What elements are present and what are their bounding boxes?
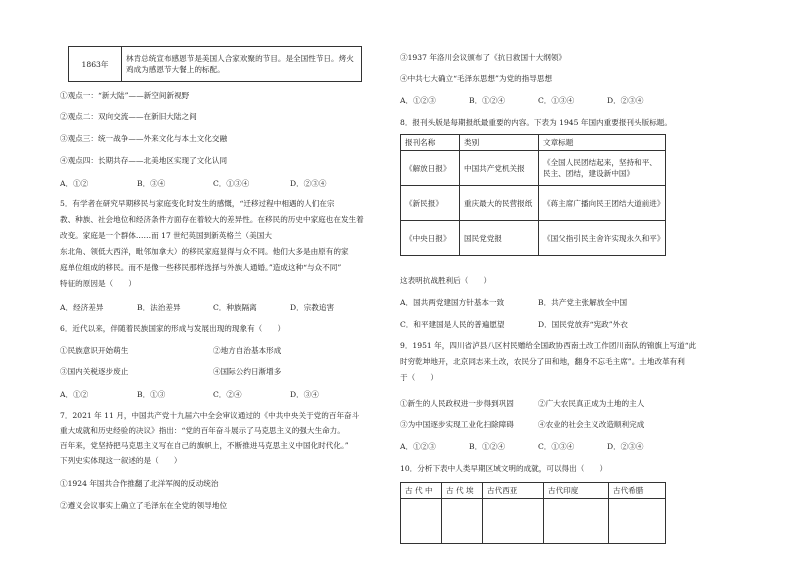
table-cell: 重庆最大的民营报纸 [460, 186, 539, 221]
q6-item-2: ②地方自治基本形成 [213, 346, 282, 355]
event-table [68, 46, 362, 82]
table-cell: 《蒋主席广播向民王团结大道前进》 [539, 186, 666, 221]
q8-option-c[interactable]: C．和平建国是人民的普遍愿望 [400, 320, 505, 329]
q9-line: 9．1951 年，四川省泸县八区村民赠给全国政协西南土改工作团川南队的锦旗上写道“此 [400, 341, 697, 350]
q6-item-3: ③国内关税逐步废止 [60, 367, 129, 376]
q4-point-3: ③观点三：统一战争——外来文化与本土文化交融 [60, 134, 228, 143]
table-header-cell: 古代印度 [544, 483, 609, 499]
newspaper-table [400, 134, 666, 256]
q5-line: 东北角、领低大西洋，毗邻加拿大）的移民家庭显得与众不同。他们大多是由原有的家 [60, 247, 349, 256]
table-header-cell: 报刊名称 [401, 135, 460, 151]
table-cell [442, 499, 483, 544]
table-header-cell: 文章标题 [539, 135, 666, 151]
q4-point-2: ②观点二：双向交流——在新旧大陆之间 [60, 112, 197, 121]
q10-stem: 10．分析下表中人类早期区域文明的成就，可以得出（ ） [400, 464, 608, 473]
q7-line: 重大成就和历史经验的决议》指出：“党的百年奋斗展示了马克思主义的强大生命力。 [60, 426, 345, 435]
q9-option-a[interactable]: A．①②③ [400, 442, 436, 451]
q4-point-1: ①观点一：“新大陆”——新空间新视野 [60, 91, 190, 100]
q6-option-a[interactable]: A．①② [60, 390, 89, 399]
q8-option-b[interactable]: B．共产党主张解放全中国 [538, 298, 628, 307]
table-header-cell: 古 代 中 [401, 483, 442, 499]
table-cell: 《新民报》 [401, 186, 460, 221]
table-row [401, 186, 666, 221]
q9-option-c[interactable]: C．①③④ [538, 442, 575, 451]
q9-item-1: ①新生的人民政权进一步得到巩固 [400, 399, 514, 408]
q7-line: 7．2021 年 11 月，中国共产党十九届六中全会审议通过的《中共中央关于党的百年奋斗 [60, 411, 360, 420]
q8-option-d[interactable]: D．国民党放弃“宪政”外衣 [538, 320, 628, 329]
q7-line: 百年来，党坚持把马克思主义写在自己的旗帜上，不断推进马克思主义中国化时代化。” [60, 441, 349, 450]
civilization-table [400, 482, 666, 544]
table-header-cell: 古 代 埃 [442, 483, 483, 499]
q9-option-d[interactable]: D．②③④ [607, 442, 644, 451]
q4-option-d[interactable]: D．②③④ [290, 179, 327, 188]
q7-option-b[interactable]: B．①②④ [469, 96, 505, 105]
q9-item-4: ④农业的社会主义改造顺利完成 [538, 420, 645, 429]
q5-line: 5．有学者在研究早期移民与家庭变化时发生的感慨，“迁移过程中相遇的人们在宗 [60, 199, 335, 208]
table-row [401, 499, 666, 544]
q7-item-4: ④中共七大确立“毛泽东思想”为党的指导思想 [400, 74, 553, 83]
q4-point-4: ④观点四：长期共存——北美地区实现了文化认同 [60, 156, 228, 165]
q6-option-b[interactable]: B．①③ [137, 390, 166, 399]
table-header-cell: 古代希腊 [609, 483, 666, 499]
q8-option-a[interactable]: A．国共两党建国方针基本一致 [400, 298, 505, 307]
event-year: 1863年 [69, 47, 122, 82]
q7-option-c[interactable]: C．①③④ [538, 96, 575, 105]
table-cell [609, 499, 666, 544]
table-cell: 《中央日报》 [401, 221, 460, 256]
table-row [401, 151, 666, 186]
q7-item-2: ②遵义会议事实上确立了毛泽东在全党的领导地位 [60, 501, 228, 510]
q5-line: 改变。家庭是一个群体……而 17 世纪英国到新英格兰（美国大 [60, 231, 272, 240]
table-cell [483, 499, 544, 544]
table-cell: 中国共产党机关报 [460, 151, 539, 186]
q5-option-d[interactable]: D．宗教追害 [290, 303, 335, 312]
q4-option-a[interactable]: A．①② [60, 179, 89, 188]
q8-stem: 8．报刊头版是每期报纸最重要的内容。下表为 1945 年国内重要报刊头版标题。 [400, 118, 672, 127]
table-header-cell: 古代西亚 [483, 483, 544, 499]
q7-item-1: ①1924 年国共合作推翻了北洋军阀的反动统治 [60, 479, 219, 488]
table-row [401, 221, 666, 256]
table-cell [401, 499, 442, 544]
table-cell [544, 499, 609, 544]
q7-option-d[interactable]: D．②③④ [607, 96, 644, 105]
event-description: 林肯总统宣布感恩节是美国人合家欢聚的节目。是全国性节日。烤火鸡成为感恩节大餐上的标配。 [122, 47, 362, 82]
table-cell: 《解放日报》 [401, 151, 460, 186]
q5-line: 教、种族、社会地位和经济条件方面存在着较大的差异性。在移民的历史中家庭也在发生着 [60, 215, 364, 224]
table-cell: 《国父指引民主舍许实现永久和平》 [539, 221, 666, 256]
q5-line: 庭单位组成的移民。而不是像一些移民那样选择与外族人通婚。”造成这种“与众不同” [60, 263, 342, 272]
q8-conclusion: 这表明抗战胜利后（ ） [400, 276, 492, 285]
q5-option-c[interactable]: C．种族隔离 [213, 303, 257, 312]
table-header-row [401, 483, 666, 499]
q5-option-a[interactable]: A．经济差异 [60, 303, 104, 312]
q7-option-a[interactable]: A．①②③ [400, 96, 436, 105]
q6-option-d[interactable]: D．③④ [290, 390, 319, 399]
q4-option-b[interactable]: B．③④ [137, 179, 166, 188]
table-header-cell: 类别 [460, 135, 539, 151]
q7-line: 下列史实体现这一叙述的是（ ） [60, 456, 182, 465]
q9-option-b[interactable]: B．①②④ [469, 442, 505, 451]
q6-item-4: ④国际公约日渐增多 [213, 367, 282, 376]
q9-item-2: ②广大农民真正成为土地的主人 [538, 399, 645, 408]
q7-item-3: ③1937 年洛川会议颁布了《抗日救国十大纲领》 [400, 53, 567, 62]
q9-item-3: ③为中国逐步实现工业化扫除障碍 [400, 420, 514, 429]
q4-option-c[interactable]: C．①③④ [213, 179, 250, 188]
table-cell: 国民党党报 [460, 221, 539, 256]
table-cell: 《全国人民团结起来，坚持和平、民主、团结，建设新中国》 [539, 151, 666, 186]
q6-stem: 6．近代以来，伴随着民族国家的形成与发展出现的现象有（ ） [60, 324, 286, 333]
q5-line: 特征的原因是（ ） [60, 279, 136, 288]
q6-item-1: ①民族意识开始萌生 [60, 346, 129, 355]
q9-line: 时穷乾坤地开，北京同志来土改，农民分了田和地，翻身不忘毛主席”。土地改革有利 [400, 357, 685, 366]
table-header-row [401, 135, 666, 151]
q9-line: 于（ ） [400, 373, 438, 382]
q5-option-b[interactable]: B．法治差异 [137, 303, 181, 312]
q6-option-c[interactable]: C．②④ [213, 390, 242, 399]
